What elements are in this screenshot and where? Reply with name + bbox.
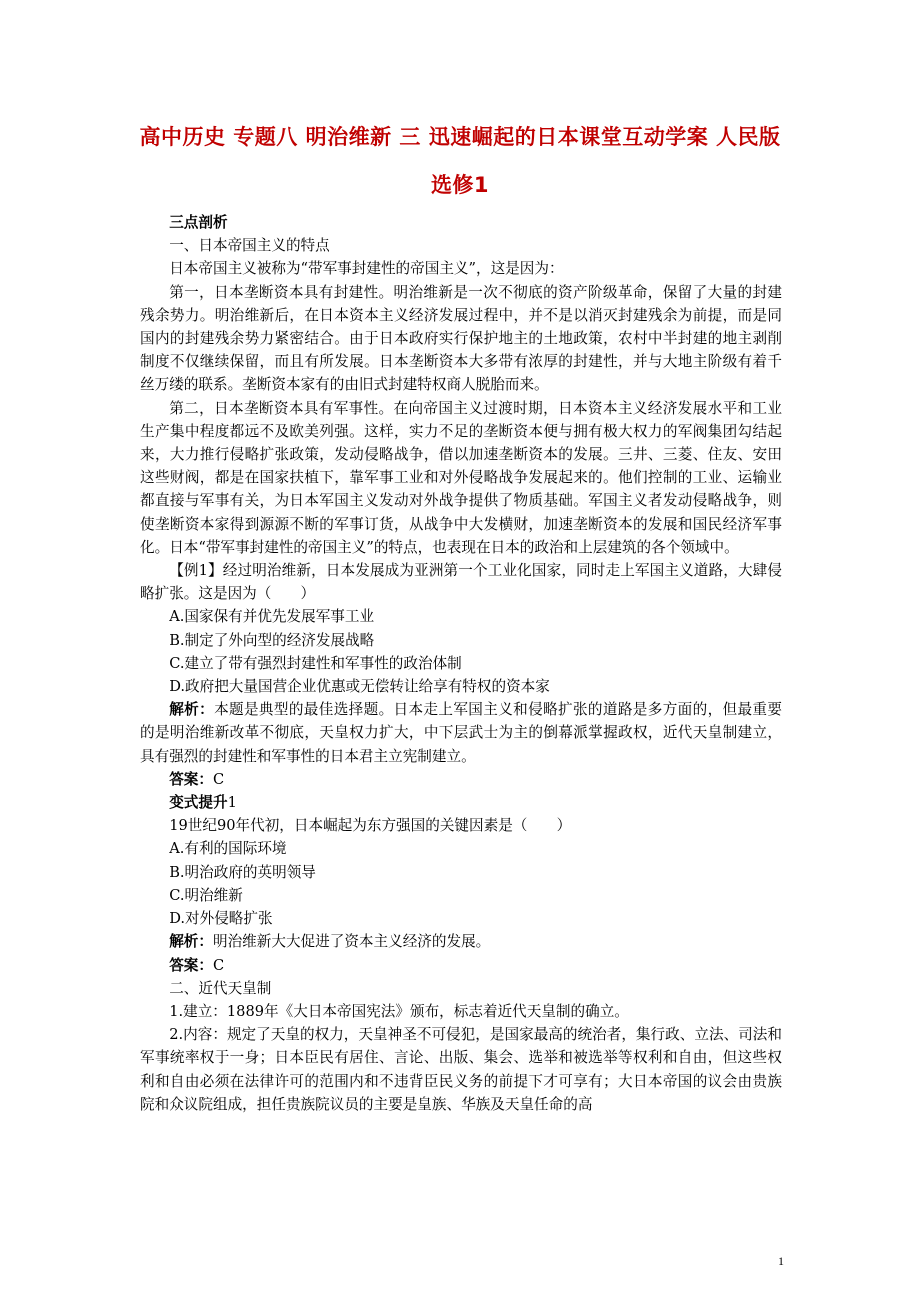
example1-analysis-label: 解析： [169,701,215,719]
variant1-analysis [140,930,782,953]
example1-option-d: D.政府把大量国营企业优惠或无偿转让给享有特权的资本家 [169,678,550,696]
example1-answer-value: C [212,770,225,788]
example1-analysis-text: 本题是典型的最佳选择题。日本走上军国主义和侵略扩张的道路是多方面的，但最重要的是明治维新改革不彻底，天皇权力扩大，中下层武士为主的倒幕派掌握政权，近代天皇制建立，具有强烈的封建性和军事性的日本君主立宪制建立。 [140,701,782,765]
part1-paragraph-1: 第一，日本垄断资本具有封建性。明治维新是一次不彻底的资产阶级革命，保留了大量的封建残余势力。明治维新后，在日本资本主义经济发展过程中，并不是以消灭封建残余为前提，而是同国内的封建残余势力紧密结合。由于日本政府实行保护地主的土地政策，农村中半封建的地主剥削制度不仅继续保留，而且有所发展。日本垄断资本大多带有浓厚的封建性，并与大地主阶级有着千丝万缕的联系。垄断资本家有的由旧式封建特权商人脱胎而来。 [140,283,782,394]
part1-paragraph-2: 第二，日本垄断资本具有军事性。在向帝国主义过渡时期，日本资本主义经济发展水平和工业生产集中程度都远不及欧美列强。这样，实力不足的垄断资本便与拥有极大权力的军阀集团勾结起来，大力推行侵略扩张政策，发动侵略战争，借以加速垄断资本的发展。三井、三菱、住友、安田这些财阀，都是在国家扶植下，靠军事工业和对外侵略战争发展起来的。他们控制的工业、运输业都直接与军事有关，为日本军国主义发动对外战争提供了物质基础。军国主义者发动侵略战争，则使垄断资本家得到源源不断的军事订货，从战争中大发横财，加速垄断资本的发展和国民经济军事化。日本“带军事封建性的帝国主义”的特点，也表现在日本的政治和上层建筑的各个领域中。 [140,399,782,556]
variant1-option-d: D.对外侵略扩张 [169,910,273,928]
variant1-answer [140,954,782,977]
part2-item-1: 1.建立：1889年《大日本帝国宪法》颁布，标志着近代天皇制的确立。 [169,1002,629,1020]
part2-item-2: 2.内容：规定了天皇的权力，天皇神圣不可侵犯，是国家最高的统治者，集行政、立法、司法和军事统率权于一身；日本臣民有居住、言论、出版、集会、选举和被选举等权利和自由，但这些权利和自由必须在法律许可的范围内和不违背臣民义务的前提下才可享有；大日本帝国的议会由贵族院和众议院组成，担任贵族院议员的主要是皇族、华族及天皇任命的高 [140,1026,782,1113]
example1-question-text: 经过明治维新，日本发展成为亚洲第一个工业化国家，同时走上军国主义道路，大肆侵略扩张。这是因为（ ） [140,562,782,603]
example1-option-c: C.建立了带有强烈封建性和军事性的政治体制 [169,654,462,672]
variant1-option-b: B.明治政府的英明领导 [169,863,316,881]
part1-intro: 日本帝国主义被称为“带军事封建性的帝国主义”，这是因为： [169,260,564,278]
example1-answer-label: 答案： [169,770,213,788]
variant1-number: 1 [227,794,237,812]
variant1-answer-label: 答案： [169,956,213,974]
variant1-option-a: A.有利的国际环境 [169,840,287,858]
variant1-analysis-label: 解析： [169,933,213,951]
example1-option-a: A.国家保有并优先发展军事工业 [169,608,375,626]
variant1-label: 变式提升 [169,794,228,812]
part1-heading: 一、日本帝国主义的特点 [169,237,330,255]
example1-answer [140,768,782,791]
example1-option-b: B.制定了外向型的经济发展战略 [169,631,375,649]
variant1-answer-value: C [212,956,225,974]
variant1-heading [140,791,782,814]
document-body [140,211,782,1116]
document-title-line1: 高中历史 专题八 明治维新 三 迅速崛起的日本课堂互动学案 人民版 [139,125,781,149]
example1-question [140,559,782,605]
document-title-line2: 选修1 [430,173,490,197]
section-heading: 三点剖析 [169,214,228,231]
part2-heading: 二、近代天皇制 [169,979,272,997]
page-number: 1 [778,1254,784,1268]
variant1-analysis-text: 明治维新大大促进了资本主义经济的发展。 [212,933,491,951]
variant1-option-c: C.明治维新 [169,886,243,904]
variant1-question: 19世纪90年代初，日本崛起为东方强国的关键因素是（ ） [169,817,572,835]
example1-analysis [140,698,782,768]
example1-label: 【例1】 [169,562,223,580]
